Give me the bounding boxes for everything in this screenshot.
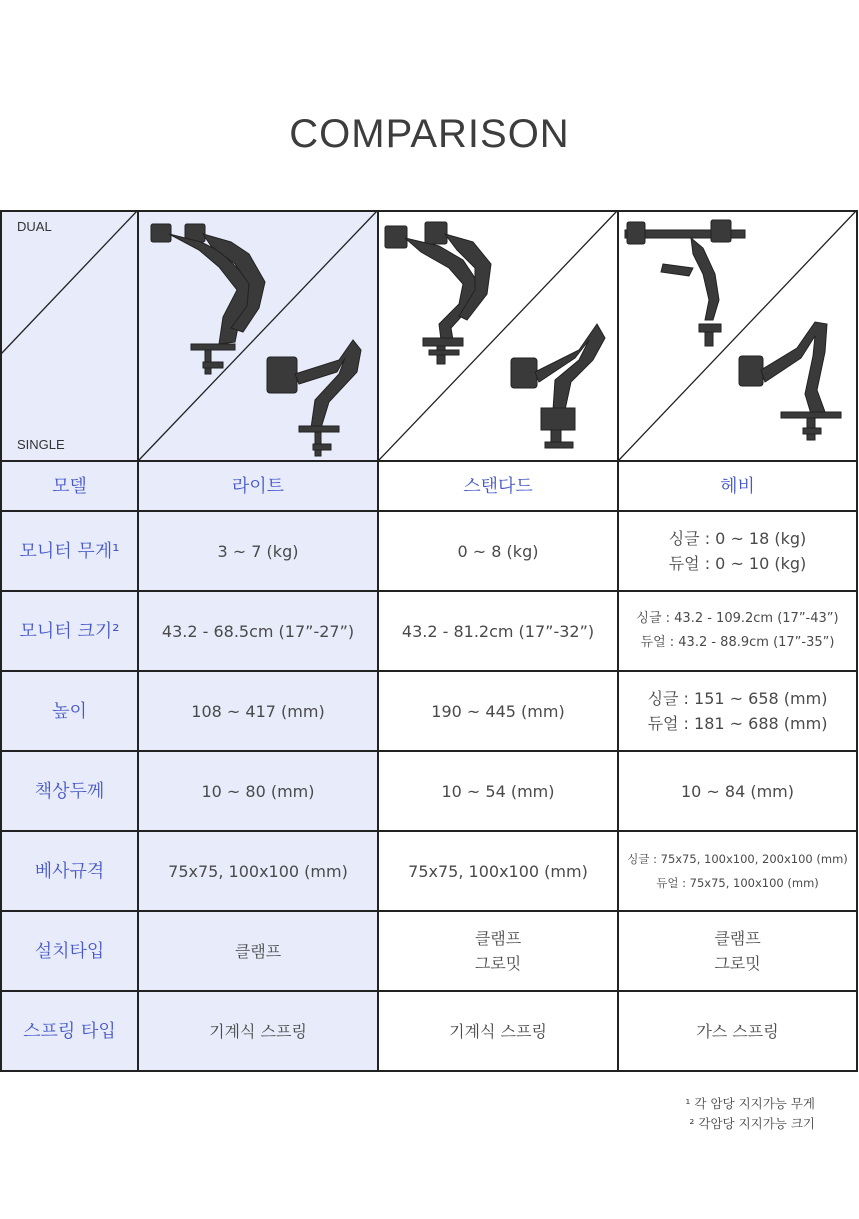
page-title: COMPARISON <box>289 112 570 156</box>
single-monitor-arm-icon <box>739 322 841 440</box>
single-monitor-arm-icon <box>267 340 361 456</box>
column-header-model: 모델 <box>52 475 87 497</box>
cell-lite-desk: 10 ~ 80 (mm) <box>201 781 315 801</box>
row-label-install-type: 설치타입 <box>34 940 105 962</box>
dual-monitor-arm-icon <box>151 224 265 374</box>
column-header-standard: 스탠다드 <box>463 475 533 497</box>
cell-standard-size: 43.2 - 81.2cm (17”-32”) <box>401 621 595 641</box>
heavy-arm-illustration <box>619 212 857 460</box>
row-label-monitor-size: 모니터 크기² <box>19 620 120 642</box>
single-label: SINGLE <box>17 437 65 452</box>
cell-standard-height: 190 ~ 445 (mm) <box>431 701 565 721</box>
row-label-vesa: 베사규격 <box>34 860 105 882</box>
footnote-weight: ¹ 각 암당 지지가능 무게 <box>685 1096 815 1111</box>
cell-lite-spring: 기계식 스프링 <box>209 1021 307 1041</box>
cell-lite-weight: 3 ~ 7 (kg) <box>217 541 299 561</box>
row-label-spring-type: 스프링 타입 <box>23 1020 116 1042</box>
cell-lite-install: 클램프 <box>234 941 282 961</box>
row-label-monitor-weight: 모니터 무게¹ <box>19 540 120 562</box>
dual-monitor-arm-icon <box>625 220 745 346</box>
cell-heavy-vesa: 싱글 : 75x75, 100x100, 200x100 (mm) 듀얼 : 75x75, 100x100 (mm) <box>627 852 848 890</box>
row-label-height: 높이 <box>52 700 87 722</box>
cell-standard-weight: 0 ~ 8 (kg) <box>457 541 539 561</box>
cell-lite-height: 108 ~ 417 (mm) <box>191 701 325 721</box>
cell-standard-spring: 기계식 스프링 <box>449 1021 547 1041</box>
cell-standard-desk: 10 ~ 54 (mm) <box>441 781 555 801</box>
cell-lite-size: 43.2 - 68.5cm (17”-27”) <box>161 621 355 641</box>
comparison-table <box>0 210 858 1072</box>
cell-heavy-size: 싱글 : 43.2 - 109.2cm (17”-43”) 듀얼 : 43.2 - 88.9cm (17”-35”) <box>636 611 839 650</box>
dual-monitor-arm-icon <box>385 222 491 364</box>
cell-lite-vesa: 75x75, 100x100 (mm) <box>168 861 348 881</box>
standard-arm-illustration <box>379 212 617 460</box>
cell-standard-vesa: 75x75, 100x100 (mm) <box>408 861 588 881</box>
cell-heavy-spring: 가스 스프링 <box>696 1021 779 1041</box>
lite-arm-illustration <box>139 212 377 460</box>
row-label-desk-thickness: 책상두께 <box>34 780 105 802</box>
cell-heavy-height: 싱글 : 151 ~ 658 (mm) 듀얼 : 181 ~ 688 (mm) <box>647 689 828 733</box>
column-header-lite: 라이트 <box>231 475 285 497</box>
single-monitor-arm-icon <box>511 324 605 448</box>
cell-heavy-install: 클램프 그로밋 <box>714 929 761 973</box>
column-header-heavy: 헤비 <box>720 475 755 497</box>
footnote-size: ² 각암당 지지가능 크기 <box>689 1116 815 1131</box>
cell-heavy-desk: 10 ~ 84 (mm) <box>680 781 795 801</box>
cell-heavy-weight: 싱글 : 0 ~ 18 (kg) 듀얼 : 0 ~ 10 (kg) <box>668 529 807 573</box>
cell-standard-install: 클램프 그로밋 <box>474 929 522 973</box>
dual-label: DUAL <box>17 219 52 234</box>
